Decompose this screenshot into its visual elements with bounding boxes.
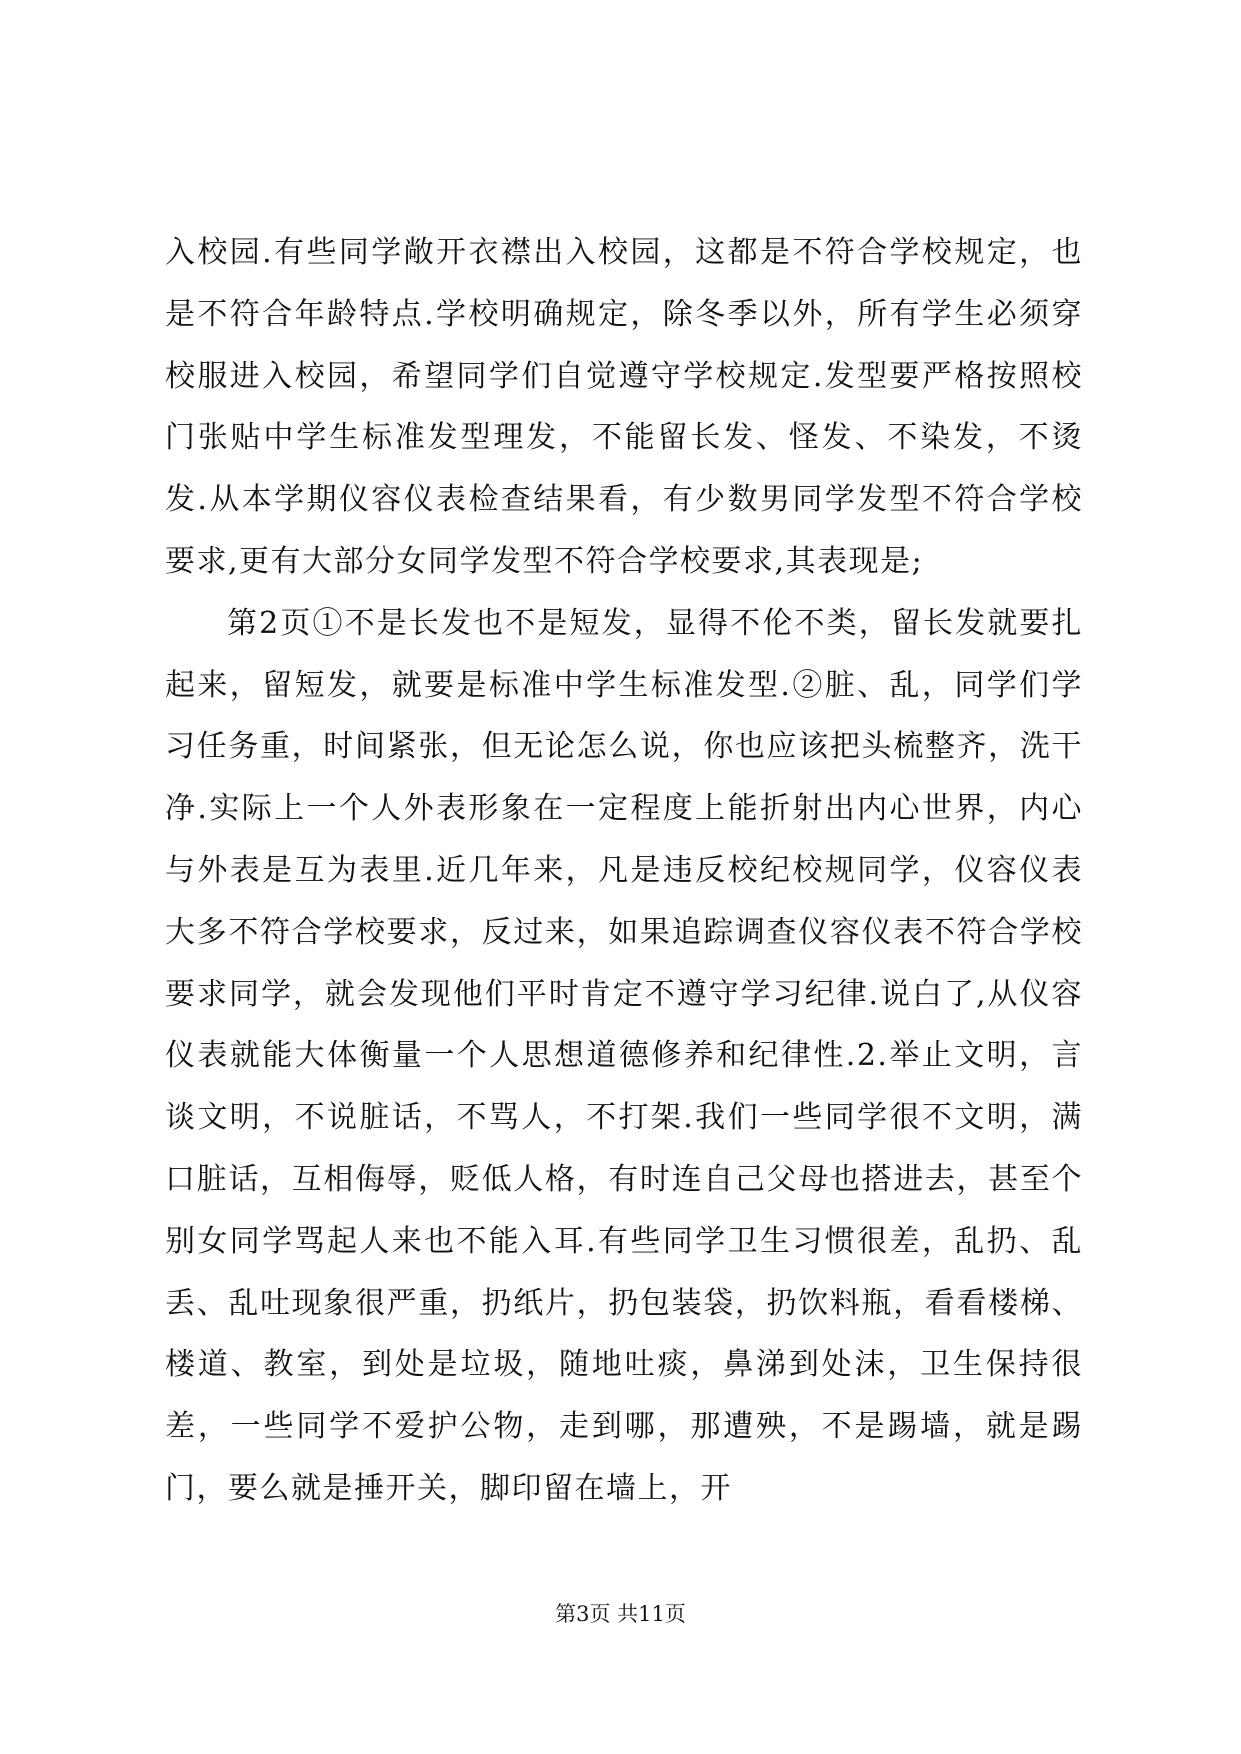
page-footer xyxy=(0,1601,1241,1627)
paragraph-2: 第2页①不是长发也不是短发，显得不伦不类，留长发就要扎起来，留短发，就要是标准中学生标准发型.②脏、乱，同学们学习任务重，时间紧张，但无论怎么说，你也应该把头梳整齐，洗干净.实际上一个人外表形象在一定程度上能折射出内心世界，内心与外表是互为表里.近几年来，凡是违反校纪校规同学，仪容仪表大多不符合学校要求，反过来，如果追踪调查仪容仪表不符合学校要求同学，就会发现他们平时肯定不遵守学习纪律.说白了,从仪容仪表就能大体衡量一个人思想道德修养和纪律性.2.举止文明，言谈文明，不说脏话，不骂人，不打架.我们一些同学很不文明，满口脏话，互相侮辱，贬低人格，有时连自己父母也搭进去，甚至个别女同学骂起人来也不能入耳.有些同学卫生习惯很差，乱扔、乱丢、乱吐现象很严重，扔纸片，扔包装袋，扔饮料瓶，看看楼梯、楼道、教室，到处是垃圾，随地吐痰，鼻涕到处沫，卫生保持很差，一些同学不爱护公物，走到哪，那遭殃，不是踢墙，就是踢门，要么就是捶开关，脚印留在墙上，开 xyxy=(165,605,1083,1506)
page-number-indicator: 第3页 共11页 xyxy=(555,1602,686,1626)
document-body xyxy=(165,222,1083,1520)
paragraph-1: 入校园.有些同学敞开衣襟出入校园，这都是不符合学校规定，也是不符合年龄特点.学校明确规定，除冬季以外，所有学生必须穿校服进入校园，希望同学们自觉遵守学校规定.发型要严格按照校门张贴中学生标准发型理发，不能留长发、怪发、不染发，不烫发.从本学期仪容仪表检查结果看，有少数男同学发型不符合学校要求,更有大部分女同学发型不符合学校要求,其表现是; xyxy=(165,235,1083,579)
